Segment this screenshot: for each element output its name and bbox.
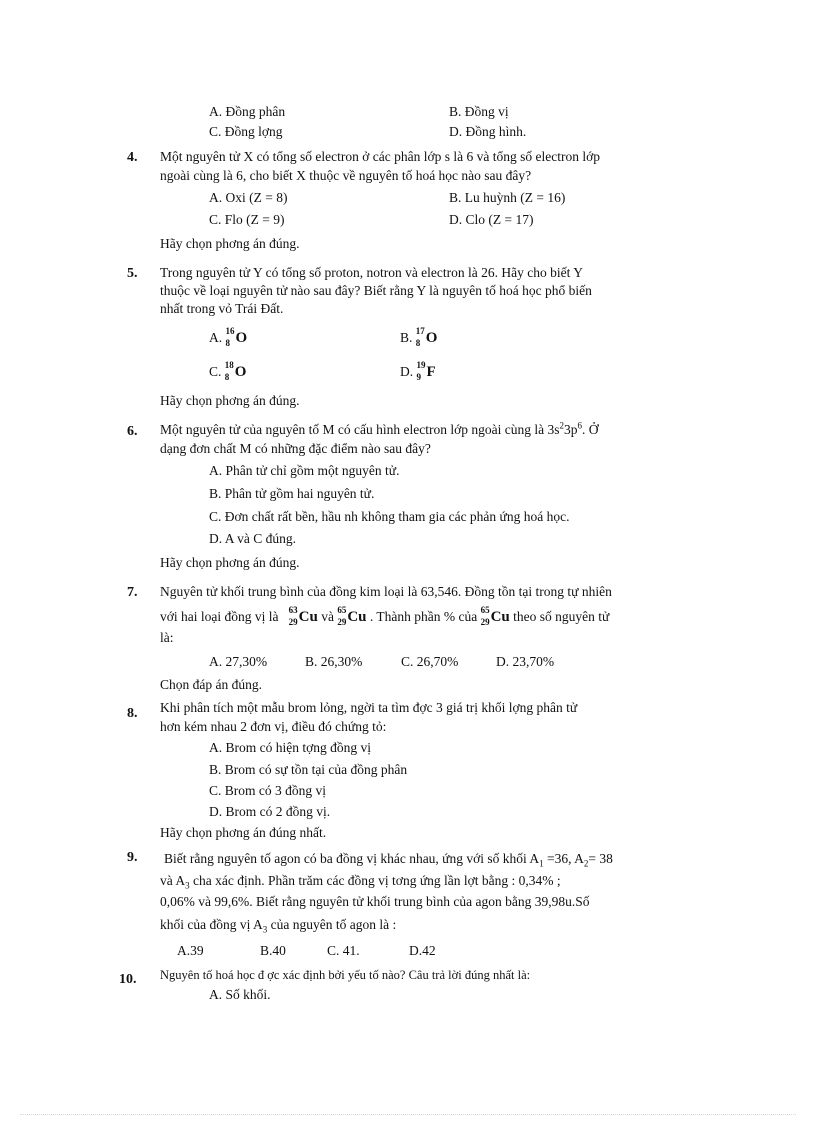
subscript: 3 [185,880,190,891]
q3-option-b: B. Đồng vị [449,104,509,119]
option-label: C. [209,364,222,379]
mass-number: 63 [288,605,298,615]
nuclide-notation [337,605,347,627]
q8-text: hơn kém nhau 2 đơn vị, điều đó chứng tỏ: [160,719,387,734]
question-number: 9. [127,850,138,865]
q3-option-a: A. Đồng phân [209,104,286,119]
question-number: 4. [127,150,138,165]
q9-text-part: và A [160,873,186,888]
q7-prompt: Chọn đáp án đúng. [160,677,262,692]
atomic-number: 29 [288,617,298,627]
mass-number: 19 [416,360,426,370]
q8-text: Khi phân tích một mẫu brom lỏng, ngời ta tìm đợc 3 giá trị khối lợng phân tử [160,700,578,715]
superscript: 6 [577,420,582,431]
q8-option-d: D. Brom có 2 đồng vị. [209,804,331,819]
nuclide-notation [288,605,299,627]
option-label: A. [209,330,223,345]
q4-option-d: D. Clo (Z = 17) [449,212,534,227]
question-number: 5. [127,266,138,281]
question-number: 8. [127,706,138,721]
superscript: 2 [559,420,564,431]
q9-text [160,872,561,890]
q5-text: thuộc về loại nguyên tử nào sau đây? Biết rằng Y là nguyên tố hoá học phổ biến [160,283,592,298]
question-number: 7. [127,585,138,600]
q6-text-part: . Ở [582,422,599,437]
q4-option-c: C. Flo (Z = 9) [209,212,285,227]
element-symbol: F [426,364,436,380]
question-number: 10. [119,972,137,987]
q10-text: Nguyên tố hoá học đ ợc xác định bởi yếu tố nào? Câu trả lời đúng nhất là: [160,968,531,982]
option-label: B. [400,330,413,345]
q8-prompt: Hãy chọn phơng án đúng nhất. [160,825,327,840]
atomic-number: 8 [225,338,230,348]
q4-text: ngoài cùng là 6, cho biết X thuộc về nguyên tố hoá học nào sau đây? [160,168,532,183]
element-symbol: Cu [298,609,318,625]
q3-option-d: D. Đồng hình. [449,124,527,139]
q6-option-a: A. Phân tử chỉ gồm một nguyên tử. [209,463,400,478]
q6-option-b: B. Phân tử gồm hai nguyên tử. [209,486,375,501]
q9-text [164,850,613,868]
page-bottom-divider [20,1114,796,1115]
q9-text-part: = 38 [588,851,613,866]
element-symbol: O [234,364,247,380]
element-symbol: Cu [490,609,510,625]
atomic-number: 29 [480,617,490,627]
q4-option-b: B. Lu huỳnh (Z = 16) [449,190,566,205]
atomic-number: 8 [415,338,421,348]
q10-option-a: A. Số khối. [209,987,271,1002]
mass-number: 18 [224,360,234,370]
mass-number: 65 [337,605,347,615]
q5-option-d [400,360,436,382]
q9-text: 0,06% và 99,6%. Biết rằng nguyên tử khối trung bình của agon bằng 39,98u.Số [160,894,590,909]
question-number: 6. [127,424,138,439]
mass-number: 17 [415,326,425,336]
q6-option-c: C. Đơn chất rất bền, hầu nh không tham gia các phản ứng hoá học. [209,509,570,524]
nuclide-notation [415,326,426,348]
q7-text-part: . Thành phần % của [369,609,478,624]
subscript: 2 [583,858,589,869]
q7-text: Nguyên tử khối trung bình của đồng kim loại là 63,546. Đồng tồn tại trong tự nhiên [160,584,612,599]
nuclide-notation [480,605,491,627]
q9-option-b: B.40 [260,943,286,958]
element-symbol: Cu [347,609,367,625]
q5-text: Trong nguyên tử Y có tổng số proton, notron và electron là 26. Hãy cho biết Y [160,265,583,280]
q4-option-a: A. Oxi (Z = 8) [209,190,288,205]
q5-prompt: Hãy chọn phơng án đúng. [160,393,300,408]
q6-option-d: D. A và C đúng. [209,531,297,546]
atomic-number: 29 [337,617,347,627]
q9-text-part: của nguyên tố agon là : [267,917,397,932]
mass-number: 65 [480,605,490,615]
q9-option-c: C. 41. [327,943,360,958]
q9-text [160,916,396,934]
q9-text-part: Biết rằng nguyên tố agon có ba đồng vị khác nhau, ứng với số khối A [164,851,540,866]
q6-text-part: Một nguyên tử của nguyên tố M có cấu hình electron lớp ngoài cùng là 3s [160,422,560,437]
q9-text-part: cha xác định. Phần trăm các đồng vị tơng ứng lần lợt bằng : 0,34% ; [189,873,561,888]
q8-option-c: C. Brom có 3 đồng vị [209,783,326,798]
q6-prompt: Hãy chọn phơng án đúng. [160,555,300,570]
nuclide-notation [416,360,427,382]
nuclide-notation [225,326,236,348]
q7-text-part: và [321,609,334,624]
q8-option-a: A. Brom có hiện tợng đồng vị [209,740,371,755]
q5-option-a [209,326,248,348]
q7-option-c: C. 26,70% [401,654,459,669]
subscript: 3 [262,924,268,935]
q7-option-d: D. 23,70% [496,654,555,669]
q7-option-a: A. 27,30% [209,654,268,669]
element-symbol: O [425,330,438,346]
q6-text-part: 3p [564,422,578,437]
mass-number: 16 [225,326,235,336]
q9-option-d: D.42 [409,943,436,958]
element-symbol: O [235,330,248,346]
q9-text-part: khối của đồng vị A [160,917,263,932]
q7-text: là: [160,630,174,645]
q3-option-c: C. Đồng lợng [209,124,283,139]
subscript: 1 [539,858,544,869]
q6-text: dạng đơn chất M có những đặc điểm nào sau đây? [160,441,431,456]
q8-option-b: B. Brom có sự tồn tại của đồng phân [209,762,408,777]
atomic-number: 9 [416,372,421,382]
q4-prompt: Hãy chọn phơng án đúng. [160,236,300,251]
q9-text-part: =36, A [543,851,584,866]
q5-text: nhất trong vỏ Trái Đất. [160,301,284,316]
q7-text [160,605,610,627]
option-label: D. [400,364,414,379]
q5-option-c [209,360,247,382]
atomic-number: 8 [224,372,230,382]
q7-text-part: với hai loại đồng vị là [160,609,279,624]
q7-option-b: B. 26,30% [305,654,363,669]
q7-text-part: theo số nguyên tử [513,609,610,624]
q9-option-a: A.39 [177,943,204,958]
q5-option-b [400,326,438,348]
q4-text: Một nguyên tử X có tổng số electron ở các phân lớp s là 6 và tổng số electron lớp [160,149,601,164]
q6-text [160,421,599,439]
nuclide-notation [224,360,235,382]
